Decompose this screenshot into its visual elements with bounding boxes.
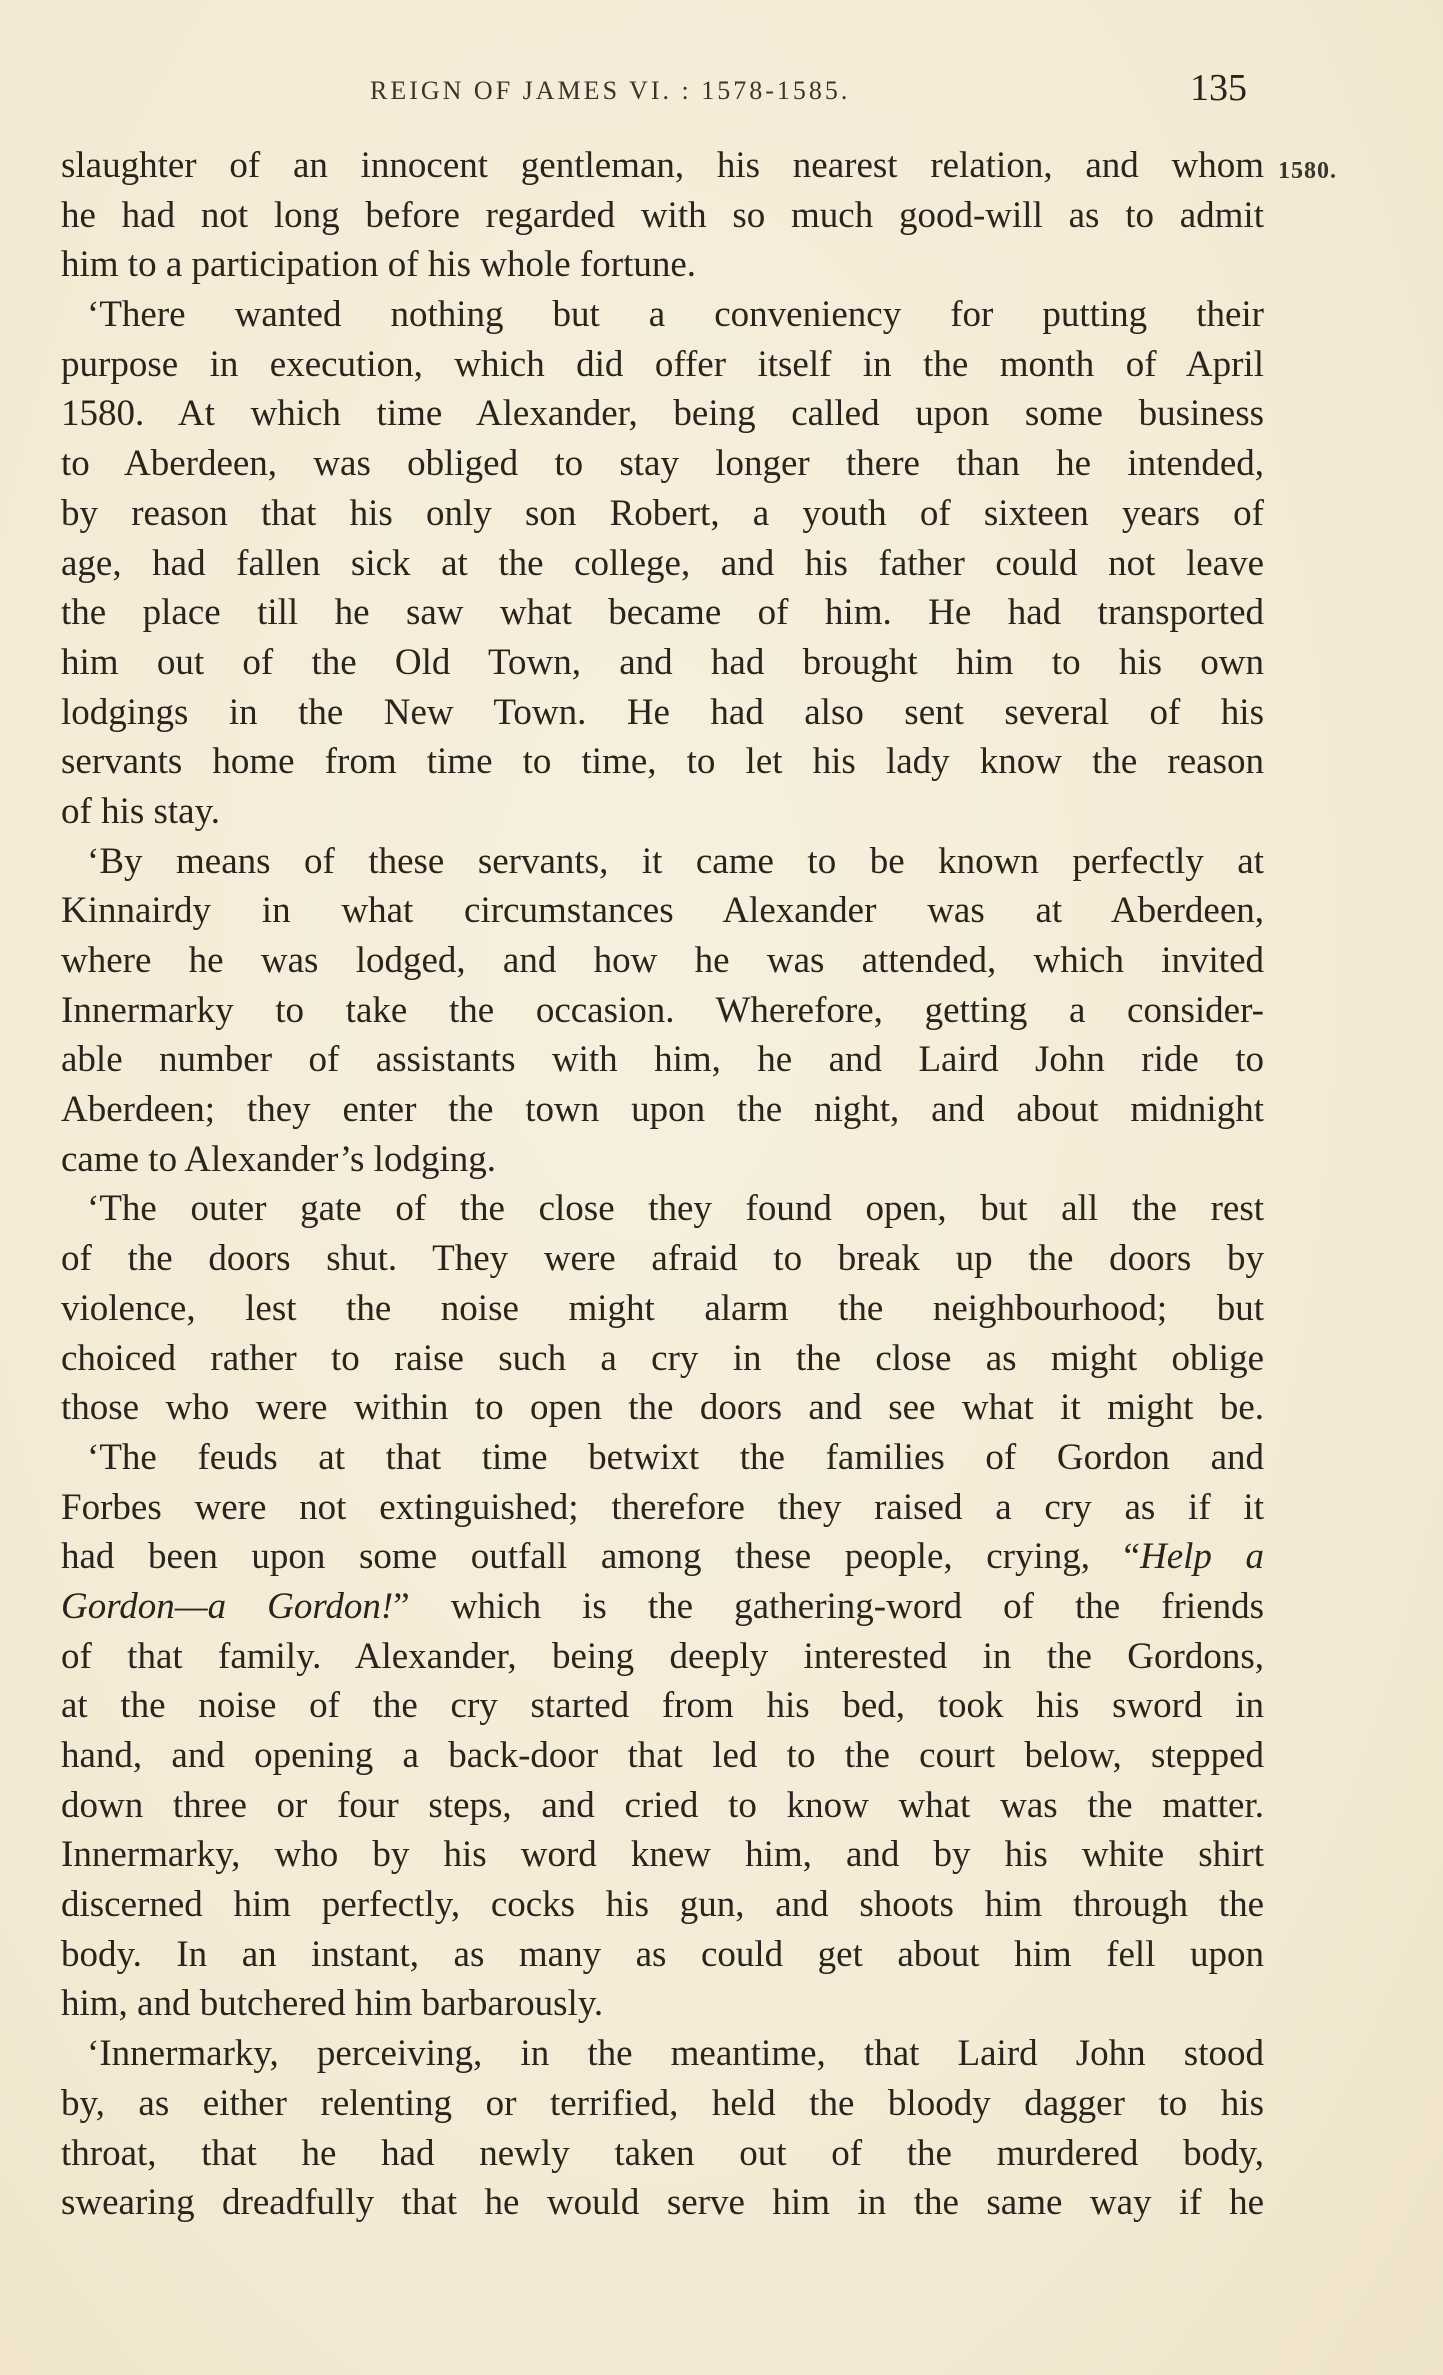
text-line: slaughter of an innocent gentleman, his nearest relation, and whom (61, 145, 1264, 186)
text-line: servants home from time to time, to let his lady know the reason (61, 741, 1264, 783)
text-line: ‘There wanted nothing but a conveniency for putting their (87, 294, 1264, 336)
text-line: swearing dreadfully that he would serve him in the same way if he (61, 2182, 1264, 2224)
text-line: hand, and opening a back-door that led to the court below, stepped (61, 1735, 1264, 1776)
text-line: him out of the Old Town, and had brought him to his own (61, 641, 1264, 683)
text-line: choiced rather to raise such a cry in the close as might oblige (61, 1337, 1264, 1379)
body-text (61, 141, 1264, 2228)
text-line: discerned him perfectly, cocks his gun, and shoots him through the (61, 1884, 1264, 1926)
text-line: of that family. Alexander, being deeply interested in the Gordons, (61, 1635, 1264, 1677)
running-head: REIGN OF JAMES VI. : 1578-1585. (370, 76, 851, 105)
text-line: those who were within to open the doors and see what it might be. (61, 1387, 1264, 1429)
text-line: him to a participation of his whole fortune. (61, 244, 697, 286)
text-line: Forbes were not extinguished; therefore they raised a cry as if it (61, 1486, 1264, 1528)
text-line: by reason that his only son Robert, a youth of sixteen years of (61, 492, 1264, 534)
text-line: him, and butchered him barbarously. (61, 1983, 604, 2025)
text-line: the place till he saw what became of him. He had transported (61, 592, 1264, 634)
text-line: lodgings in the New Town. He had also sent several of his (61, 691, 1264, 733)
text-line: Innermarky, who by his word knew him, and by his white shirt (61, 1834, 1264, 1876)
text-line: Kinnairdy in what circumstances Alexander was at Aberdeen, (61, 890, 1264, 932)
text-line: 1580. At which time Alexander, being called upon some business (61, 393, 1264, 435)
text-line: of his stay. (61, 790, 220, 832)
text-line: violence, lest the noise might alarm the neighbourhood; but (61, 1287, 1264, 1329)
text-line: Gordon—a Gordon!” which is the gathering-word of the friends (61, 1585, 1264, 1627)
text-line: by, as either relenting or terrified, held the bloody dagger to his (61, 2082, 1264, 2124)
text-line: to Aberdeen, was obliged to stay longer there than he intended, (61, 443, 1264, 485)
text-line: at the noise of the cry started from his bed, took his sword in (61, 1685, 1264, 1727)
text-line: he had not long before regarded with so much good-will as to admit (61, 194, 1264, 236)
text-line: where he was lodged, and how he was attended, which invited (61, 940, 1264, 981)
text-line: Aberdeen; they enter the town upon the night, and about midnight (61, 1089, 1264, 1131)
text-line: ‘The feuds at that time betwixt the families of Gordon and (87, 1436, 1264, 1478)
text-line: ‘By means of these servants, it came to be known perfectly at (87, 840, 1264, 882)
text-line: had been upon some outfall among these people, crying, “Help a (61, 1536, 1264, 1578)
text-line: ‘The outer gate of the close they found open, but all the rest (87, 1188, 1264, 1230)
margin-note-year: 1580. (1278, 158, 1337, 184)
text-line: purpose in execution, which did offer itself in the month of April (61, 343, 1264, 385)
text-line: age, had fallen sick at the college, and his father could not leave (61, 542, 1264, 584)
text-line: down three or four steps, and cried to know what was the matter. (61, 1784, 1264, 1826)
text-line: of the doors shut. They were afraid to break up the doors by (61, 1238, 1264, 1280)
text-line: throat, that he had newly taken out of the murdered body, (61, 2132, 1264, 2174)
text-line: ‘Innermarky, perceiving, in the meantime, that Laird John stood (87, 2033, 1264, 2075)
text-line: body. In an instant, as many as could get about him fell upon (61, 1933, 1264, 1975)
text-line: able number of assistants with him, he and Laird John ride to (61, 1039, 1264, 1081)
text-line: Innermarky to take the occasion. Wherefore, getting a consider- (61, 989, 1264, 1031)
text-line: came to Alexander’s lodging. (61, 1138, 496, 1180)
page-number: 135 (1190, 67, 1247, 109)
